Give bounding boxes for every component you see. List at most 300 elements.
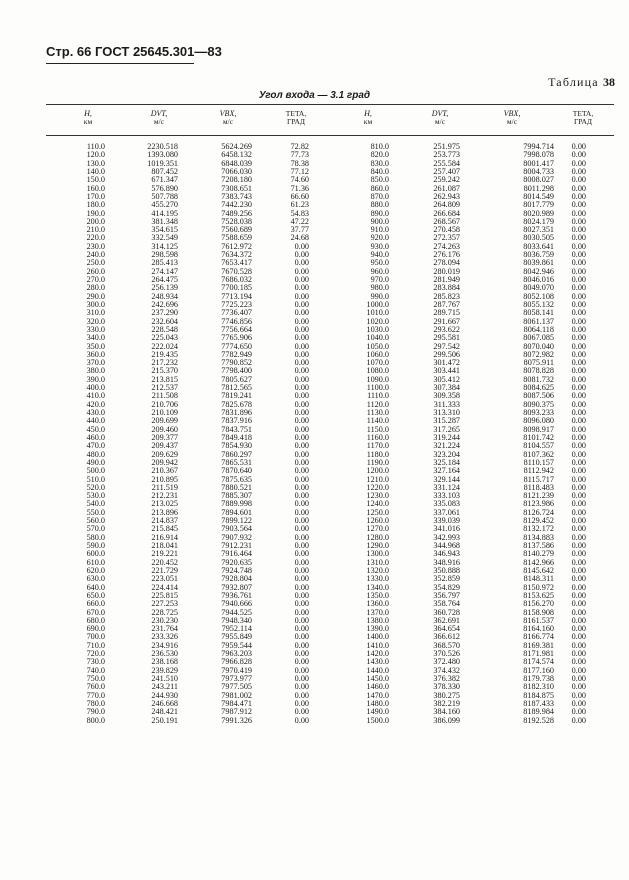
table-cell: 0.00 xyxy=(571,308,586,318)
table-cell: 630.0 xyxy=(86,574,105,584)
table-cell: 950.0 xyxy=(370,258,389,268)
table-cell: 0.00 xyxy=(294,649,309,659)
table-cell: 0.00 xyxy=(571,333,586,343)
table-cell: 1190.0 xyxy=(366,457,389,467)
table-cell: 0.00 xyxy=(571,707,586,717)
table-cell: 342.993 xyxy=(433,532,460,542)
table-cell: 335.083 xyxy=(433,499,460,509)
table-cell: 7634.372 xyxy=(221,250,252,260)
table-cell: 268.567 xyxy=(433,216,460,226)
table-cell: 0.00 xyxy=(294,632,309,642)
table-cell: 750.0 xyxy=(86,674,105,683)
table-cell: 7987.912 xyxy=(221,707,252,717)
table-cell: 77.73 xyxy=(290,150,309,160)
table-cell: 0.00 xyxy=(294,582,309,592)
column-header-unit: км xyxy=(83,117,93,126)
table-cell: 1060.0 xyxy=(366,349,389,359)
table-cell: 580.0 xyxy=(86,532,105,542)
table-cell: 0.00 xyxy=(571,324,586,334)
table-cell: 0.00 xyxy=(571,374,586,384)
table-cell: 8036.759 xyxy=(523,250,554,260)
table-cell: 0.00 xyxy=(294,574,309,584)
table-cell: 7991.326 xyxy=(221,715,252,725)
table-cell: 289.715 xyxy=(433,308,460,318)
table-cell: 0.00 xyxy=(571,682,586,692)
table-cell: 221.729 xyxy=(151,565,178,575)
table-cell: 384.160 xyxy=(433,707,460,717)
table-cell: 980.0 xyxy=(370,283,389,293)
table-cell: 7837.916 xyxy=(221,416,252,426)
table-cell: 450.0 xyxy=(86,424,105,434)
table-cell: 0.00 xyxy=(294,341,309,351)
table-cell: 7889.998 xyxy=(221,499,252,509)
table-cell: 0.00 xyxy=(294,250,309,260)
table-cell: 307.384 xyxy=(433,383,460,393)
table-cell: 8110.157 xyxy=(523,457,554,467)
table-cell: 1160.0 xyxy=(366,432,389,442)
table-cell: 0.00 xyxy=(571,216,586,226)
table-cell: 0.00 xyxy=(571,574,586,584)
table-cell: 7765.906 xyxy=(221,333,252,343)
table-cell: 0.00 xyxy=(571,166,586,176)
table-cell: 930.0 xyxy=(370,241,389,251)
column-header-dvt-left xyxy=(151,110,168,126)
table-cell: 7875.635 xyxy=(221,474,252,484)
table-cell: 600.0 xyxy=(86,549,105,559)
column-header-name: VBX, xyxy=(503,109,521,118)
table-cell: 340.0 xyxy=(86,333,105,343)
table-cell: 0.00 xyxy=(294,698,309,708)
table-top-rule xyxy=(46,104,614,105)
table-cell: 1360.0 xyxy=(366,599,389,609)
column-header-h-right xyxy=(364,110,372,126)
table-cell: 295.581 xyxy=(433,333,460,343)
column-header-name: VBX, xyxy=(219,109,237,118)
table-cell: 1230.0 xyxy=(366,491,389,501)
table-cell: 233.326 xyxy=(151,632,178,642)
table-cell: 960.0 xyxy=(370,266,389,276)
table-cell: 400.0 xyxy=(86,383,105,393)
table-cell: 1350.0 xyxy=(366,590,389,600)
table-cell: 264.809 xyxy=(433,200,460,210)
table-cell: 8072.982 xyxy=(523,349,554,359)
table-cell: 480.0 xyxy=(86,449,105,459)
table-cell: 0.00 xyxy=(571,241,586,251)
table-cell: 7916.464 xyxy=(221,549,252,559)
table-cell: 0.00 xyxy=(571,225,586,235)
table-cell: 1019.351 xyxy=(147,158,178,168)
table-cell: 1020.0 xyxy=(366,316,389,326)
table-cell: 8166.774 xyxy=(523,632,554,642)
table-cell: 315.287 xyxy=(433,416,460,426)
table-cell: 7812.565 xyxy=(221,383,252,393)
table-cell: 339.039 xyxy=(433,516,460,526)
table-cell: 0.00 xyxy=(571,507,586,517)
table-cell: 0.00 xyxy=(294,399,309,409)
table-cell: 550.0 xyxy=(86,507,105,517)
table-cell: 381.348 xyxy=(151,216,178,226)
table-cell: 470.0 xyxy=(86,441,105,451)
table-cell: 120.0 xyxy=(86,150,105,160)
table-cell: 250.191 xyxy=(151,715,178,725)
table-cell: 209.460 xyxy=(151,424,178,434)
table-caption-number: 38 xyxy=(603,75,615,89)
table-cell: 346.943 xyxy=(433,549,460,559)
table-cell: 225.815 xyxy=(151,590,178,600)
table-cell: 0.00 xyxy=(294,275,309,284)
table-cell: 344.968 xyxy=(433,541,460,550)
table-cell: 0.00 xyxy=(294,491,309,501)
table-cell: 227.253 xyxy=(151,599,178,609)
column-header-unit: ГРАД xyxy=(286,117,306,126)
table-cell: 1450.0 xyxy=(366,674,389,683)
table-cell: 0.00 xyxy=(571,549,586,559)
table-cell: 0.00 xyxy=(571,299,586,309)
table-cell: 7963.203 xyxy=(221,649,252,659)
table-cell: 1240.0 xyxy=(366,499,389,509)
table-cell: 1390.0 xyxy=(366,624,389,634)
column-header-name: DVT, xyxy=(431,109,449,118)
table-cell: 317.265 xyxy=(433,424,460,434)
table-cell: 378.330 xyxy=(433,682,460,692)
table-cell: 0.00 xyxy=(294,308,309,318)
table-cell: 1280.0 xyxy=(366,532,389,542)
table-cell: 8011.298 xyxy=(523,183,554,193)
table-cell: 820.0 xyxy=(370,150,389,160)
table-cell: 8081.732 xyxy=(523,374,554,384)
table-cell: 7865.531 xyxy=(221,457,252,467)
table-cell: 7798.400 xyxy=(221,366,252,376)
table-cell: 290.0 xyxy=(86,291,105,301)
table-cell: 1270.0 xyxy=(366,524,389,534)
table-cell: 7746.856 xyxy=(221,316,252,326)
table-cell: 248.421 xyxy=(151,707,178,717)
table-cell: 1010.0 xyxy=(366,308,389,318)
table-cell: 212.231 xyxy=(151,491,178,501)
table-cell: 7907.932 xyxy=(221,532,252,542)
table-cell: 220.0 xyxy=(86,233,105,243)
table-cell: 291.667 xyxy=(433,316,460,326)
table-cell: 7849.418 xyxy=(221,432,252,442)
table-cell: 71.36 xyxy=(290,183,309,193)
table-cell: 7843.751 xyxy=(221,424,252,434)
table-cell: 460.0 xyxy=(86,432,105,442)
table-cell: 8084.625 xyxy=(523,383,554,393)
table-cell: 8039.861 xyxy=(523,258,554,268)
table-cell: 217.232 xyxy=(151,358,178,368)
table-cell: 1090.0 xyxy=(366,374,389,384)
table-cell: 170.0 xyxy=(86,191,105,201)
table-cell: 1200.0 xyxy=(366,466,389,476)
table-cell: 0.00 xyxy=(571,191,586,201)
table-cell: 0.00 xyxy=(294,607,309,617)
table-cell: 8134.883 xyxy=(523,532,554,542)
table-cell: 7670.528 xyxy=(221,266,252,276)
table-cell: 54.83 xyxy=(290,208,309,218)
table-cell: 77.12 xyxy=(290,166,309,176)
table-cell: 278.094 xyxy=(433,258,460,268)
table-cell: 287.767 xyxy=(433,299,460,309)
table-cell: 7944.525 xyxy=(221,607,252,617)
table-cell: 253.773 xyxy=(433,150,460,160)
table-cell: 0.00 xyxy=(294,457,309,467)
table-cell: 1380.0 xyxy=(366,615,389,625)
table-cell: 325.184 xyxy=(433,457,460,467)
page-header xyxy=(46,44,222,59)
table-cell: 1030.0 xyxy=(366,324,389,334)
table-cell: 0.00 xyxy=(294,690,309,700)
table-cell: 8182.310 xyxy=(523,682,554,692)
table-cell: 358.764 xyxy=(433,599,460,609)
table-cell: 7756.664 xyxy=(221,324,252,334)
table-cell: 680.0 xyxy=(86,615,105,625)
table-cell: 800.0 xyxy=(86,715,105,725)
table-cell: 1470.0 xyxy=(366,690,389,700)
table-cell: 8098.917 xyxy=(523,424,554,434)
table-caption-word: Таблица xyxy=(548,75,599,89)
table-cell: 0.00 xyxy=(571,341,586,351)
table-cell: 0.00 xyxy=(571,142,586,151)
table-cell: 1440.0 xyxy=(366,665,389,675)
table-cell: 7955.849 xyxy=(221,632,252,642)
table-cell: 0.00 xyxy=(571,466,586,476)
column-header-name: TETA, xyxy=(285,109,307,118)
table-cell: 360.728 xyxy=(433,607,460,617)
table-cell: 47.22 xyxy=(290,216,309,226)
table-cell: 0.00 xyxy=(571,457,586,467)
table-cell: 130.0 xyxy=(86,158,105,168)
table-cell: 72.82 xyxy=(290,142,309,151)
table-cell: 330.0 xyxy=(86,324,105,334)
table-cell: 8055.132 xyxy=(523,299,554,309)
table-cell: 368.570 xyxy=(433,640,460,650)
table-cell: 0.00 xyxy=(571,266,586,276)
column-header-teta-left xyxy=(286,110,306,126)
table-cell: 8171.981 xyxy=(523,649,554,659)
table-cell: 720.0 xyxy=(86,649,105,659)
table-cell: 362.691 xyxy=(433,615,460,625)
table-cell: 216.914 xyxy=(151,532,178,542)
table-cell: 238.168 xyxy=(151,657,178,667)
table-cell: 430.0 xyxy=(86,408,105,417)
table-cell: 8132.172 xyxy=(523,524,554,534)
table-cell: 280.019 xyxy=(433,266,460,276)
table-cell: 560.0 xyxy=(86,516,105,526)
table-cell: 285.413 xyxy=(151,258,178,268)
table-cell: 8158.908 xyxy=(523,607,554,617)
table-cell: 1220.0 xyxy=(366,482,389,492)
table-cell: 0.00 xyxy=(571,649,586,659)
table-cell: 590.0 xyxy=(86,541,105,550)
table-cell: 8112.942 xyxy=(523,466,554,476)
table-cell: 234.916 xyxy=(151,640,178,650)
table-cell: 0.00 xyxy=(294,283,309,293)
table-cell: 7736.407 xyxy=(221,308,252,318)
table-cell: 209.377 xyxy=(151,432,178,442)
table-cell: 283.884 xyxy=(433,283,460,293)
table-cell: 7383.743 xyxy=(221,191,252,201)
table-cell: 1410.0 xyxy=(366,640,389,650)
table-cell: 0.00 xyxy=(571,599,586,609)
table-cell: 311.333 xyxy=(433,399,460,409)
table-cell: 7885.307 xyxy=(221,491,252,501)
table-cell: 0.00 xyxy=(294,532,309,542)
table-cell: 8017.779 xyxy=(523,200,554,210)
table-cell: 0.00 xyxy=(571,557,586,567)
table-cell: 0.00 xyxy=(294,424,309,434)
table-cell: 219.221 xyxy=(151,549,178,559)
table-cell: 7912.231 xyxy=(221,541,252,550)
table-cell: 8004.733 xyxy=(523,166,554,176)
table-cell: 0.00 xyxy=(571,366,586,376)
column-header-unit: м/с xyxy=(434,117,446,126)
table-cell: 790.0 xyxy=(86,707,105,717)
table-cell: 7903.564 xyxy=(221,524,252,534)
table-cell: 8118.483 xyxy=(523,482,554,492)
table-cell: 230.0 xyxy=(86,241,105,251)
table-cell: 1040.0 xyxy=(366,333,389,343)
table-cell: 7973.977 xyxy=(221,674,252,683)
table-cell: 0.00 xyxy=(294,657,309,667)
table-cell: 7952.114 xyxy=(221,624,252,634)
table-cell: 274.263 xyxy=(433,241,460,251)
table-body xyxy=(0,143,629,725)
table-cell: 690.0 xyxy=(86,624,105,634)
table-cell: 1140.0 xyxy=(366,416,389,426)
table-cell: 240.0 xyxy=(86,250,105,260)
table-cell: 211.519 xyxy=(151,482,178,492)
table-cell: 1490.0 xyxy=(366,707,389,717)
table-cell: 0.00 xyxy=(294,449,309,459)
table-cell: 420.0 xyxy=(86,399,105,409)
table-cell: 0.00 xyxy=(294,466,309,476)
table-cell: 8052.108 xyxy=(523,291,554,301)
table-cell: 297.542 xyxy=(433,341,460,351)
table-cell: 0.00 xyxy=(294,349,309,359)
table-cell: 8096.080 xyxy=(523,416,554,426)
table-cell: 309.358 xyxy=(433,391,460,401)
table-cell: 219.435 xyxy=(151,349,178,359)
table-cell: 210.367 xyxy=(151,466,178,476)
table-cell: 215.370 xyxy=(151,366,178,376)
header-underline xyxy=(46,63,194,64)
table-cell: 8101.742 xyxy=(523,432,554,442)
table-cell: 242.696 xyxy=(151,299,178,309)
table-cell: 455.270 xyxy=(151,200,178,210)
table-cell: 0.00 xyxy=(294,599,309,609)
table-cell: 810.0 xyxy=(370,142,389,151)
table-cell: 8087.506 xyxy=(523,391,554,401)
table-cell: 0.00 xyxy=(571,158,586,168)
table-cell: 246.668 xyxy=(151,698,178,708)
table-cell: 0.00 xyxy=(294,524,309,534)
table-cell: 0.00 xyxy=(571,582,586,592)
table-cell: 0.00 xyxy=(294,324,309,334)
table-cell: 8126.724 xyxy=(523,507,554,517)
table-cell: 7208.180 xyxy=(221,175,252,185)
table-cell: 200.0 xyxy=(86,216,105,226)
table-cell: 333.103 xyxy=(433,491,460,501)
table-cell: 0.00 xyxy=(571,565,586,575)
table-cell: 8107.362 xyxy=(523,449,554,459)
table-cell: 255.584 xyxy=(433,158,460,168)
table-cell: 1070.0 xyxy=(366,358,389,368)
table-cell: 8049.070 xyxy=(523,283,554,293)
table-cell: 1420.0 xyxy=(366,649,389,659)
table-cell: 0.00 xyxy=(571,424,586,434)
table-cell: 0.00 xyxy=(571,416,586,426)
table-cell: 7984.471 xyxy=(221,698,252,708)
table-header-rule xyxy=(46,135,614,136)
table-cell: 0.00 xyxy=(571,532,586,542)
table-cell: 8121.239 xyxy=(523,491,554,501)
table-cell: 236.530 xyxy=(151,649,178,659)
table-cell: 225.043 xyxy=(151,333,178,343)
table-cell: 830.0 xyxy=(370,158,389,168)
table-cell: 860.0 xyxy=(370,183,389,193)
table-cell: 370.526 xyxy=(433,649,460,659)
table-cell: 264.475 xyxy=(151,275,178,284)
table-cell: 0.00 xyxy=(294,416,309,426)
table-cell: 230.230 xyxy=(151,615,178,625)
table-cell: 990.0 xyxy=(370,291,389,301)
table-cell: 251.975 xyxy=(433,142,460,151)
table-cell: 0.00 xyxy=(571,283,586,293)
table-cell: 260.0 xyxy=(86,266,105,276)
table-cell: 1330.0 xyxy=(366,574,389,584)
table-cell: 0.00 xyxy=(294,590,309,600)
table-cell: 7959.544 xyxy=(221,640,252,650)
table-cell: 1050.0 xyxy=(366,341,389,351)
table-cell: 1393.080 xyxy=(147,150,178,160)
table-cell: 0.00 xyxy=(571,349,586,359)
table-cell: 0.00 xyxy=(571,233,586,243)
table-cell: 160.0 xyxy=(86,183,105,193)
table-cell: 0.00 xyxy=(294,507,309,517)
table-cell: 213.025 xyxy=(151,499,178,509)
table-cell: 0.00 xyxy=(571,391,586,401)
column-header-teta-right xyxy=(573,110,593,126)
table-cell: 241.510 xyxy=(151,674,178,683)
table-cell: 244.930 xyxy=(151,690,178,700)
table-cell: 8156.270 xyxy=(523,599,554,609)
table-cell: 8140.279 xyxy=(523,549,554,559)
table-cell: 0.00 xyxy=(571,183,586,193)
table-cell: 7489.256 xyxy=(221,208,252,218)
table-cell: 7782.949 xyxy=(221,349,252,359)
table-cell: 0.00 xyxy=(571,449,586,459)
table-cell: 390.0 xyxy=(86,374,105,384)
table-cell: 337.061 xyxy=(433,507,460,517)
table-cell: 232.604 xyxy=(151,316,178,326)
table-cell: 0.00 xyxy=(571,491,586,501)
table-cell: 910.0 xyxy=(370,225,389,235)
table-cell: 7920.635 xyxy=(221,557,252,567)
table-cell: 0.00 xyxy=(294,432,309,442)
table-cell: 329.144 xyxy=(433,474,460,484)
table-cell: 8189.984 xyxy=(523,707,554,717)
table-cell: 7831.896 xyxy=(221,408,252,417)
table-cell: 239.829 xyxy=(151,665,178,675)
table-cell: 180.0 xyxy=(86,200,105,210)
table-cell: 7966.828 xyxy=(221,657,252,667)
table-caption xyxy=(548,75,615,90)
table-cell: 348.916 xyxy=(433,557,460,567)
table-cell: 576.890 xyxy=(151,183,178,193)
table-cell: 8129.452 xyxy=(523,516,554,526)
table-cell: 1000.0 xyxy=(366,299,389,309)
table-cell: 380.0 xyxy=(86,366,105,376)
